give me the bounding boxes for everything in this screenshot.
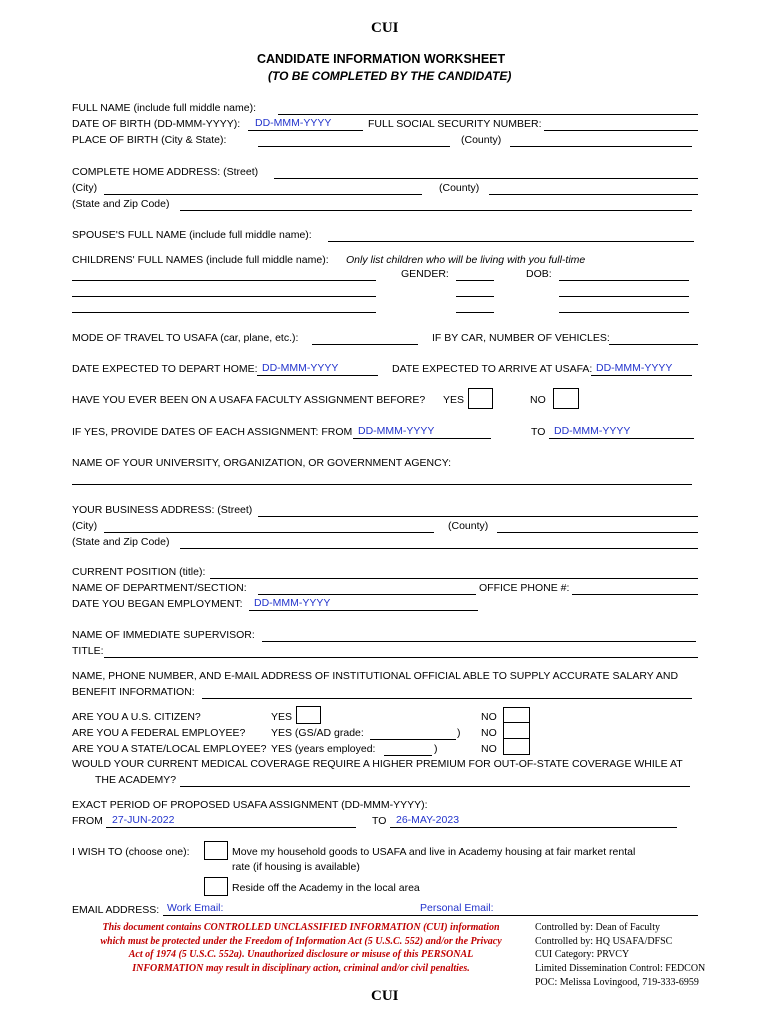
prev-no-checkbox[interactable] — [553, 388, 579, 409]
control-line: Controlled by: HQ USAFA/DFSC — [535, 935, 673, 947]
child-dob-field[interactable] — [559, 312, 689, 313]
business-state-label: (State and Zip Code) — [72, 536, 170, 548]
vehicles-field[interactable] — [609, 344, 698, 345]
child-dob-field[interactable] — [559, 296, 689, 297]
home-city-label: (City) — [72, 182, 98, 194]
began-label: DATE YOU BEGAN EMPLOYMENT: — [72, 598, 243, 610]
state-no-checkbox[interactable] — [503, 738, 530, 755]
federal-yes-label: YES (GS/AD grade: — [271, 727, 364, 739]
home-county-label: (County) — [439, 182, 480, 194]
federal-label: ARE YOU A FEDERAL EMPLOYEE? — [72, 727, 246, 739]
spouse-field[interactable] — [328, 241, 694, 242]
offbase-option-checkbox[interactable] — [204, 877, 228, 896]
citizen-no-label: NO — [481, 711, 497, 723]
business-city-label: (City) — [72, 520, 98, 532]
business-address-label: YOUR BUSINESS ADDRESS: (Street) — [72, 504, 253, 516]
citizen-yes-label: YES — [271, 711, 293, 723]
work-email-placeholder[interactable]: Work Email: — [167, 902, 224, 914]
full-name-label: FULL NAME (include full middle name): — [72, 102, 257, 114]
cui-warning-line: which must be protected under the Freedom of Information Act (5 U.S.C. 552) and/or the Privacy — [100, 935, 502, 947]
period-to-field[interactable] — [390, 827, 677, 828]
state-no-label: NO — [481, 743, 497, 755]
org-label: NAME OF YOUR UNIVERSITY, ORGANIZATION, OR GOVERNMENT AGENCY: — [72, 457, 452, 469]
children-label: CHILDRENS' FULL NAMES (include full middle name): — [72, 254, 329, 266]
travel-field[interactable] — [312, 344, 418, 345]
federal-no-checkbox[interactable] — [503, 722, 530, 739]
email-field[interactable] — [163, 915, 698, 916]
prev-assignment-label: HAVE YOU EVER BEEN ON A USAFA FACULTY ASSIGNMENT BEFORE? — [72, 394, 426, 406]
child-name-field[interactable] — [72, 296, 376, 297]
citizen-yes-checkbox[interactable] — [296, 706, 321, 724]
home-state-field[interactable] — [180, 210, 692, 211]
federal-no-label: NO — [481, 727, 497, 739]
home-state-label: (State and Zip Code) — [72, 198, 170, 210]
child-gender-field[interactable] — [456, 280, 494, 281]
control-line: Limited Dissemination Control: FEDCON — [535, 963, 706, 975]
period-from-value[interactable]: 27-JUN-2022 — [112, 814, 175, 826]
child-name-field[interactable] — [72, 312, 376, 313]
depart-placeholder[interactable]: DD-MMM-YYYY — [262, 362, 339, 374]
began-field[interactable] — [249, 610, 478, 611]
cui-warning — [70, 921, 532, 975]
email-label: EMAIL ADDRESS: — [72, 904, 160, 916]
depart-label: DATE EXPECTED TO DEPART HOME: — [72, 363, 258, 375]
business-state-field[interactable] — [180, 548, 698, 549]
citizen-label: ARE YOU A U.S. CITIZEN? — [72, 711, 201, 723]
control-block — [535, 921, 705, 990]
ssn-label: FULL SOCIAL SECURITY NUMBER: — [368, 118, 542, 130]
business-county-field[interactable] — [497, 532, 698, 533]
supervisor-title-field[interactable] — [104, 657, 698, 658]
if-yes-label: IF YES, PROVIDE DATES OF EACH ASSIGNMENT: FROM — [72, 426, 353, 438]
wish-label: I WISH TO (choose one): — [72, 846, 190, 858]
vehicles-label: IF BY CAR, NUMBER OF VEHICLES: — [432, 332, 610, 344]
office-phone-label: OFFICE PHONE #: — [479, 582, 570, 594]
period-to-label: TO — [372, 815, 387, 827]
offbase-option-label: Reside off the Academy in the local area — [232, 882, 420, 894]
form-subtitle: (TO BE COMPLETED BY THE CANDIDATE) — [268, 69, 512, 83]
prev-no-label: NO — [530, 394, 546, 406]
medical-label-line1: WOULD YOUR CURRENT MEDICAL COVERAGE REQUIRE A HIGHER PREMIUM FOR OUT-OF-STATE COVERAGE WHILE AT — [72, 758, 683, 770]
prev-yes-checkbox[interactable] — [468, 388, 493, 409]
assign-from-placeholder[interactable]: DD-MMM-YYYY — [358, 425, 435, 437]
cui-warning-line: This document contains CONTROLLED UNCLASSIFIED INFORMATION (CUI) information — [102, 922, 500, 933]
position-field[interactable] — [210, 578, 698, 579]
home-street-field[interactable] — [274, 178, 698, 179]
official-field[interactable] — [202, 698, 692, 699]
pob-field[interactable] — [258, 146, 450, 147]
assign-to-label: TO — [531, 426, 546, 438]
housing-option-checkbox[interactable] — [204, 841, 228, 860]
assign-to-field[interactable] — [549, 438, 694, 439]
dob-label: DATE OF BIRTH (DD-MMM-YYYY): — [72, 118, 241, 130]
arrive-label: DATE EXPECTED TO ARRIVE AT USAFA: — [392, 363, 593, 375]
state-years-field[interactable] — [384, 755, 432, 756]
dob-placeholder[interactable]: DD-MMM-YYYY — [255, 117, 332, 129]
cui-header: CUI — [371, 20, 399, 36]
org-field[interactable] — [72, 484, 692, 485]
medical-label-line2: THE ACADEMY? — [95, 774, 177, 786]
state-emp-label: ARE YOU A STATE/LOCAL EMPLOYEE? — [72, 743, 267, 755]
medical-field[interactable] — [180, 786, 690, 787]
business-county-label: (County) — [448, 520, 489, 532]
depart-field[interactable] — [257, 375, 378, 376]
supervisor-label: NAME OF IMMEDIATE SUPERVISOR: — [72, 629, 255, 641]
home-address-label: COMPLETE HOME ADDRESS: (Street) — [72, 166, 259, 178]
began-placeholder[interactable]: DD-MMM-YYYY — [254, 597, 331, 609]
control-line: CUI Category: PRVCY — [535, 949, 630, 961]
gender-label: GENDER: — [401, 268, 449, 280]
home-city-field[interactable] — [104, 194, 422, 195]
form-title: CANDIDATE INFORMATION WORKSHEET — [257, 52, 506, 66]
supervisor-title-label: TITLE: — [72, 645, 104, 657]
ssn-field[interactable] — [544, 130, 698, 131]
housing-option-label-line2: rate (if housing is available) — [232, 861, 360, 873]
position-label: CURRENT POSITION (title): — [72, 566, 206, 578]
spouse-label: SPOUSE'S FULL NAME (include full middle name): — [72, 229, 312, 241]
federal-close-paren: ) — [457, 727, 461, 739]
assign-from-field[interactable] — [353, 438, 491, 439]
period-from-field[interactable] — [106, 827, 356, 828]
period-from-label: FROM — [72, 815, 103, 827]
children-note: Only list children who will be living with you full-time — [346, 254, 586, 266]
official-label-line1: NAME, PHONE NUMBER, AND E-MAIL ADDRESS OF INSTITUTIONAL OFFICIAL ABLE TO SUPPLY ACCURATE SALARY AND — [72, 670, 679, 682]
child-gender-field[interactable] — [456, 312, 494, 313]
dob-field[interactable] — [248, 130, 363, 131]
office-phone-field[interactable] — [572, 594, 698, 595]
supervisor-field[interactable] — [262, 641, 696, 642]
period-label: EXACT PERIOD OF PROPOSED USAFA ASSIGNMENT (DD-MMM-YYYY): — [72, 799, 428, 811]
dept-label: NAME OF DEPARTMENT/SECTION: — [72, 582, 247, 594]
full-name-field[interactable] — [278, 114, 698, 115]
federal-grade-field[interactable] — [370, 739, 456, 740]
child-dob-label: DOB: — [526, 268, 552, 280]
pob-county-field[interactable] — [510, 146, 692, 147]
home-county-field[interactable] — [489, 194, 698, 195]
control-line: Controlled by: Dean of Faculty — [535, 922, 660, 933]
cui-warning-line: INFORMATION may result in disciplinary action, criminal and/or civil penalties. — [132, 962, 470, 974]
travel-label: MODE OF TRAVEL TO USAFA (car, plane, etc.): — [72, 332, 299, 344]
assign-to-placeholder[interactable]: DD-MMM-YYYY — [554, 425, 631, 437]
child-gender-field[interactable] — [456, 296, 494, 297]
cui-footer: CUI — [371, 988, 399, 1004]
control-line: POC: Melissa Lovingood, 719-333-6959 — [535, 976, 699, 988]
arrive-placeholder[interactable]: DD-MMM-YYYY — [596, 362, 673, 374]
state-yes-label: YES (years employed: — [271, 743, 376, 755]
business-street-field[interactable] — [258, 516, 698, 517]
official-label-line2: BENEFIT INFORMATION: — [72, 686, 195, 698]
arrive-field[interactable] — [591, 375, 692, 376]
child-dob-field[interactable] — [559, 280, 689, 281]
cui-warning-line: Act of 1974 (5 U.S.C. 552a). Unauthorized disclosure or misuse of this PERSONAL — [128, 949, 474, 960]
prev-yes-label: YES — [443, 394, 465, 406]
pob-label: PLACE OF BIRTH (City & State): — [72, 134, 227, 146]
personal-email-placeholder[interactable]: Personal Email: — [420, 902, 494, 914]
pob-county-label: (County) — [461, 134, 502, 146]
child-name-field[interactable] — [72, 280, 376, 281]
dept-field[interactable] — [258, 594, 476, 595]
period-to-value[interactable]: 26-MAY-2023 — [396, 814, 460, 826]
state-close-paren: ) — [434, 743, 438, 755]
business-city-field[interactable] — [104, 532, 434, 533]
housing-option-label-line1: Move my household goods to USAFA and live in Academy housing at fair market rental — [232, 846, 636, 858]
